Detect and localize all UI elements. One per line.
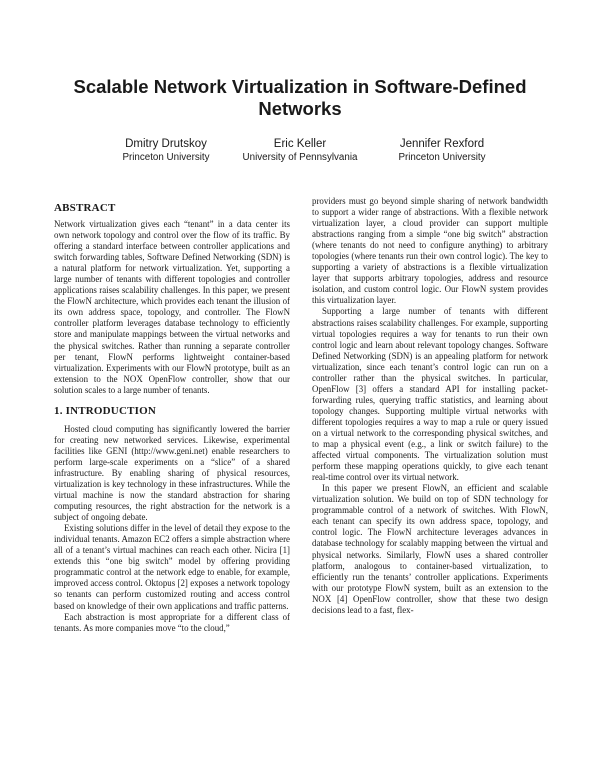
body-paragraph: Existing solutions differ in the level of detail they expose to the individual tenants. Amazon EC2 offers a simple abstraction where all of a tenant’s virtual machines can reach each other. Nicira [1] extends this “one big switch” model by offering providing programmatic control at the network edge to enable, for example, improved access control. Oktopus [2] exposes a network topology so tenants can perform customized routing and access control based on knowledge of their own applications and traffic patterns. [54, 523, 290, 611]
abstract-text: Network virtualization gives each “tenant” in a data center its own network topology and control over the flow of its traffic. By offering a standard interface between controller applications and switch forwarding tables, Software Defined Networking (SDN) is a natural platform for network virtualization. Yet, supporting a large number of tenants with different topologies and controller applications raises scalability challenges. In this paper, we present the FlowN architecture, which provides each tenant the illusion of its own address space, topology, and controller. The FlowN controller platform leverages database technology to efficiently store and manipulate mappings between the virtual networks and the physical switches. Rather than running a separate controller per tenant, FlowN performs lightweight container-based virtualization. Experiments with our FlowN prototype, built as an extension to the NOX OpenFlow controller, show that our solution scales to a large number of tenants. [54, 219, 290, 395]
body-paragraph: providers must go beyond simple sharing of network bandwidth to support a wider range of abstractions. With a flexible network virtualization layer, a cloud provider can support multiple abstractions ranging from a simple “one big switch” abstraction (where tenants do not need to configure anything) to arbitrary topologies (where tenants run their own control logic). The key to supporting a variety of abstractions is a flexible virtualization layer that supports arbitrary topologies, address and resource isolation, and custom control logic. Our FlowN system provides this virtualization layer. [312, 196, 548, 306]
right-column [312, 196, 548, 616]
author-affiliation: University of Pennsylvania [242, 152, 358, 163]
author-name: Dmitry Drutskoy [125, 138, 207, 150]
body-paragraph: Supporting a large number of tenants with different abstractions raises scalability challenges. For example, supporting virtual topologies requires a way for tenants to run their own control logic and learn about relevant topology changes. Software Defined Networking (SDN) is an appealing platform for network virtualization, since each tenant’s control logic can run on a controller rather than the physical switches. In particular, OpenFlow [3] offers a standard API for installing packet-forwarding rules, querying traffic statistics, and learning about topology changes. Supporting multiple virtual networks with different topologies requires a way to map a rule or query issued on a virtual network to the corresponding physical switches, and to map a physical event (e.g., a link or switch failure) to the affected virtual components. The virtualization solution must perform these mapping operations quickly, to give each tenant real-time control over its virtual network. [312, 306, 548, 483]
body-paragraph: Each abstraction is most appropriate for a different class of tenants. As more companies move “to the cloud,” [54, 611, 290, 633]
author-block [357, 137, 527, 164]
author-affiliation: Princeton University [398, 152, 486, 163]
body-paragraph: Hosted cloud computing has significantly lowered the barrier for creating new networked services. Likewise, experimental facilities like GENI (http://www.geni.net) enable researchers to perform large-scale experiments on a “slice” of a shared infrastructure. By enabling sharing of physical resources, virtualization is key technology in these infrastructures. While the virtual machine is now the standard abstraction for sharing computing resources, the right abstraction for the network is a subject of ongoing debate. [54, 423, 290, 523]
abstract-heading: ABSTRACT [54, 202, 116, 214]
body-paragraph: In this paper we present FlowN, an efficient and scalable virtualization solution. We build on top of SDN technology for programmable control of a network of switches. With FlowN, each tenant can specify its own address space, topology, and control logic. The FlowN architecture leverages advances in database technology for scalably mapping between the virtual and physical networks. Similarly, FlowN uses a shared controller platform, analogous to container-based virtualization, to efficiently run the tenants’ controller applications. Experiments with our prototype FlowN system, built as an extension to the NOX [4] OpenFlow controller, show that these two design decisions lead to a fast, flex- [312, 483, 548, 615]
author-affiliation: Princeton University [122, 152, 210, 163]
paper-title: Scalable Network Virtualization in Software-Defined Networks [73, 76, 527, 119]
introduction-heading: 1. INTRODUCTION [54, 404, 157, 417]
left-column [54, 202, 290, 634]
author-name: Jennifer Rexford [399, 138, 485, 150]
author-name: Eric Keller [273, 138, 327, 150]
